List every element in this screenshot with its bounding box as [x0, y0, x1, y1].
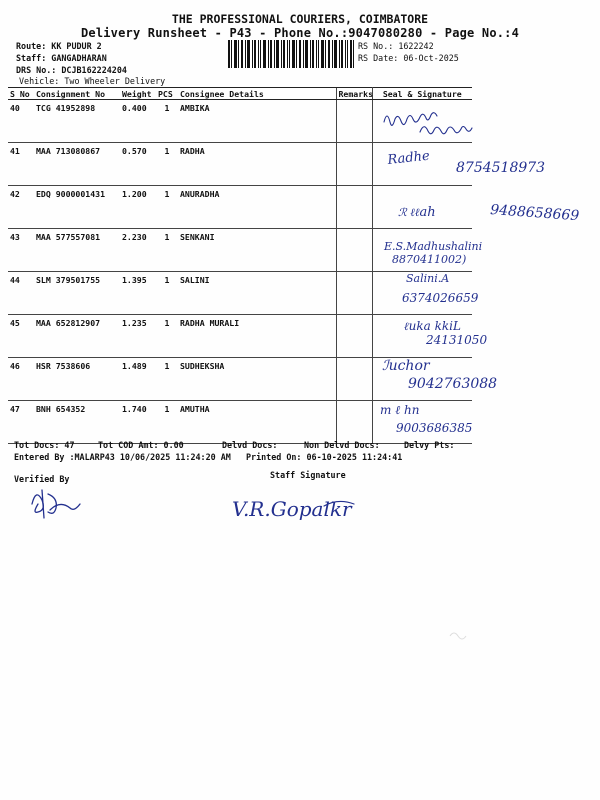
row-consignment: SLM 379501755	[34, 272, 120, 315]
row-sno: 45	[8, 315, 34, 358]
col-remarks: Remarks	[336, 88, 372, 100]
row-consignee: AMUTHA	[178, 401, 336, 444]
company-title: THE PROFESSIONAL COURIERS, COIMBATORE	[171, 12, 429, 26]
staff-label: Staff: GANGADHARAN	[16, 53, 107, 63]
handwritten-phone-41: 8754518973	[456, 160, 546, 176]
row-pcs: 1	[156, 100, 178, 143]
entered-by: Entered By :MALARP43 10/06/2025 11:24:20 AM	[14, 452, 231, 462]
drs-number: DRS No.: DCJB162224204	[16, 65, 127, 75]
row-weight: 0.400	[120, 100, 156, 143]
handwritten-phone-47: 9003686385	[396, 421, 473, 435]
verified-by-signature	[26, 484, 86, 520]
row-remarks	[336, 358, 372, 401]
row-pcs: 1	[156, 229, 178, 272]
col-sno: S No	[8, 88, 34, 100]
handwritten-phone-44: 6374026659	[402, 291, 479, 305]
handwritten-anuradha-scribble: ℛ ℓℓah	[398, 205, 436, 220]
row-consignment: TCG 41952898	[34, 100, 120, 143]
col-pcs: PCS	[156, 88, 178, 100]
faint-marks	[448, 628, 472, 642]
row-pcs: 1	[156, 315, 178, 358]
row-consignee: SUDHEKSHA	[178, 358, 336, 401]
row-weight: 0.570	[120, 143, 156, 186]
row-pcs: 1	[156, 186, 178, 229]
handwritten-amutha-scribble: m ℓ hn	[380, 403, 420, 417]
col-seal-signature: Seal & Signature	[372, 88, 472, 100]
handwritten-signatures	[372, 98, 597, 438]
row-sno: 41	[8, 143, 34, 186]
row-pcs: 1	[156, 401, 178, 444]
handwritten-sudheksha-scribble: ℐuchor	[382, 358, 430, 374]
handwritten-salini: Salini.A	[406, 272, 450, 285]
signature-ambika-line2	[420, 127, 472, 134]
row-consignment: BNH 654352	[34, 401, 120, 444]
col-weight: Weight	[120, 88, 156, 100]
row-consignee: SENKANI	[178, 229, 336, 272]
row-consignment: MAA 713080867	[34, 143, 120, 186]
col-consignee: Consignee Details	[178, 88, 336, 100]
signature-ambika-line1	[384, 113, 437, 126]
non-delvd-docs: Non Delvd Docs:	[304, 440, 380, 450]
row-consignment: EDQ 9000001431	[34, 186, 120, 229]
delvy-pts: Delvy Pts:	[404, 440, 455, 450]
handwritten-phone-42: 9488658669	[489, 202, 580, 225]
col-consignment: Consignment No	[34, 88, 120, 100]
row-weight: 1.200	[120, 186, 156, 229]
row-consignment: MAA 577557081	[34, 229, 120, 272]
vehicle-label: Vehicle: Two Wheeler Delivery	[19, 76, 166, 86]
handwritten-radha-murali-scribble: ℓuka kkiL	[404, 319, 461, 333]
row-consignee: SALINI	[178, 272, 336, 315]
route-label: Route: KK PUDUR 2	[16, 41, 102, 51]
handwritten-phone-43: 8870411002)	[392, 253, 467, 266]
row-remarks	[336, 100, 372, 143]
verified-by-label: Verified By	[14, 474, 70, 484]
runsheet-subtitle: Delivery Runsheet - P43 - Phone No.:9047080280 - Page No.:4	[80, 26, 520, 40]
row-weight: 1.235	[120, 315, 156, 358]
row-consignee: AMBIKA	[178, 100, 336, 143]
row-sno: 40	[8, 100, 34, 143]
row-weight: 1.395	[120, 272, 156, 315]
rs-date: RS Date: 06-Oct-2025	[358, 53, 459, 63]
row-remarks	[336, 315, 372, 358]
row-remarks	[336, 272, 372, 315]
row-weight: 1.489	[120, 358, 156, 401]
row-consignee: RADHA	[178, 143, 336, 186]
handwritten-radhe: Radhe	[386, 148, 431, 168]
row-remarks	[336, 401, 372, 444]
rs-number: RS No.: 1622242	[358, 41, 434, 51]
staff-signature-name: V.R.Gopalkr	[232, 497, 352, 521]
row-sno: 44	[8, 272, 34, 315]
row-weight: 1.740	[120, 401, 156, 444]
delvd-docs: Delvd Docs:	[222, 440, 278, 450]
row-remarks	[336, 143, 372, 186]
row-sno: 43	[8, 229, 34, 272]
row-sno: 42	[8, 186, 34, 229]
printed-on: Printed On: 06-10-2025 11:24:41	[246, 452, 403, 462]
row-pcs: 1	[156, 358, 178, 401]
row-remarks	[336, 186, 372, 229]
barcode-icon	[228, 40, 354, 68]
row-sno: 47	[8, 401, 34, 444]
row-weight: 2.230	[120, 229, 156, 272]
tot-docs: Tot Docs: 47	[14, 440, 75, 450]
row-remarks	[336, 229, 372, 272]
handwritten-phone-46: 9042763088	[408, 376, 498, 392]
row-consignee: ANURADHA	[178, 186, 336, 229]
staff-signature	[228, 484, 378, 528]
row-consignment: HSR 7538606	[34, 358, 120, 401]
handwritten-phone-45: 24131050	[426, 333, 488, 347]
staff-signature-label: Staff Signature	[270, 470, 346, 480]
row-pcs: 1	[156, 143, 178, 186]
row-consignment: MAA 652812907	[34, 315, 120, 358]
tot-cod-amt: Tot COD Amt: 0.00	[98, 440, 184, 450]
row-sno: 46	[8, 358, 34, 401]
row-pcs: 1	[156, 272, 178, 315]
row-consignee: RADHA MURALI	[178, 315, 336, 358]
handwritten-madhushalini: E.S.Madhushalini	[384, 240, 483, 253]
